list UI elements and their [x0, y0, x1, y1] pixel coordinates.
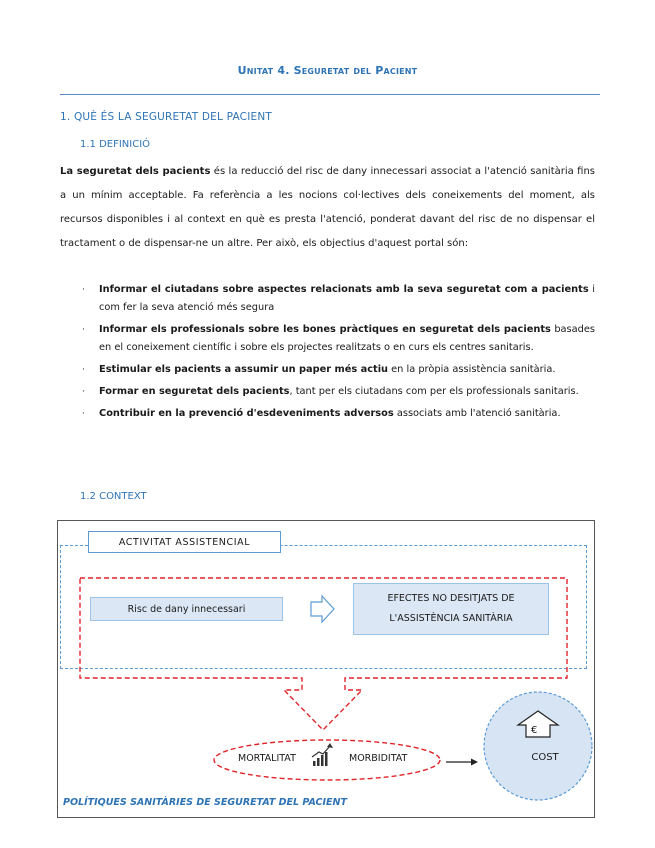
definition-term: La seguretat dels pacients	[60, 166, 211, 177]
effects-line-2: L'ASSISTÈNCIA SANITÀRIA	[389, 613, 513, 624]
morbidity-label: MORBIDITAT	[349, 753, 408, 764]
bullet-icon: ·	[82, 285, 85, 295]
objective-bold: Informar el ciutadans sobre aspectes relacionats amb la seva seguretat com a pacients	[99, 284, 589, 295]
objective-bold: Formar en seguretat dels pacients	[99, 386, 290, 397]
unit-label: Unitat 4.	[237, 64, 290, 77]
mortality-label: MORTALITAT	[238, 753, 296, 764]
activity-label: ACTIVITAT ASSISTENCIAL	[88, 531, 281, 553]
euro-icon: €	[531, 725, 538, 736]
objective-text: associats amb l'atenció sanitària.	[393, 408, 561, 419]
arrow-right-icon	[311, 596, 334, 622]
bullet-icon: ·	[82, 387, 85, 397]
objective-text: basades en el coneixement científic i sobre els projectes realitzats o en curs els centres sanitaris.	[99, 324, 596, 353]
subsection-heading-definition: 1.1 DEFINICIÓ	[80, 139, 151, 150]
arrow-head-icon	[471, 759, 478, 766]
bar-chart-icon	[312, 743, 333, 766]
objective-bold: Contribuir en la prevenció d'esdeveniments adversos	[99, 408, 394, 419]
unit-title: Seguretat del Pacient	[293, 64, 418, 77]
objective-bold: Informar els professionals sobre les bones pràctiques en seguretat dels pacients	[99, 324, 551, 335]
policies-caption: POLÍTIQUES SANITÀRIES DE SEGURETAT DEL PACIENT	[63, 797, 347, 808]
objective-text: i com fer la seva atenció més segura	[99, 284, 595, 313]
cost-label: COST	[531, 752, 559, 763]
bullet-icon: ·	[82, 365, 85, 375]
bullet-icon: ·	[82, 409, 85, 419]
effects-line-1: EFECTES NO DESITJATS DE	[387, 593, 515, 604]
subsection-heading-context: 1.2 CONTEXT	[80, 491, 147, 502]
cost-circle	[484, 692, 592, 800]
objective-text: , tant per els ciutadans com per els professionals sanitaris.	[289, 386, 579, 397]
definition-text: és la reducció del risc de dany innecessari associat a l'atenció sanitària fins a un mínim acceptable. Fa referència a les nocions col·lectives dels coneixements del moment, als recursos disponibles i al context en què es presta l'atenció, ponderat davant del risc de no dispensar el tractament o de dispensar-ne un altre. Per això, els objectius d'aquest portal són:	[60, 166, 595, 249]
effects-box	[353, 583, 549, 635]
objective-bold: Estimular els pacients a assumir un paper més actiu	[99, 364, 389, 375]
risk-box: Risc de dany innecessari	[90, 597, 283, 621]
objective-text: en la pròpia assistència sanitària.	[388, 364, 556, 375]
section-heading: 1. QUÈ ÉS LA SEGURETAT DEL PACIENT	[60, 111, 272, 123]
bullet-icon: ·	[82, 325, 85, 335]
